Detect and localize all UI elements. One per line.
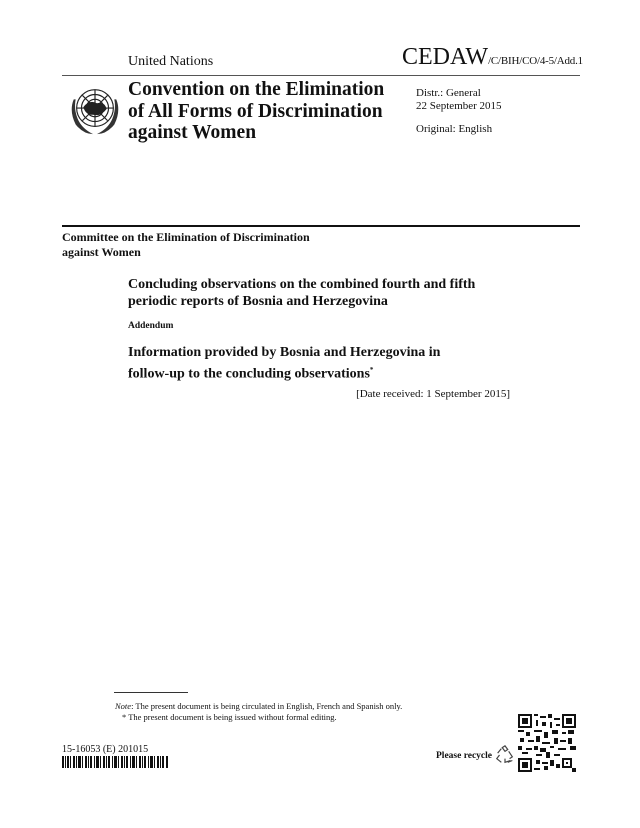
title-line: Concluding observations on the combined fourth and fifth — [128, 277, 476, 292]
document-title — [128, 277, 528, 310]
committee-line: Committee on the Elimination of Discrimination — [62, 230, 310, 244]
qr-code-icon — [518, 714, 576, 772]
un-emblem-icon — [66, 80, 124, 138]
note-label: Note — [115, 701, 132, 711]
header-divider — [62, 75, 580, 76]
addendum-label: Addendum — [128, 321, 174, 331]
symbol-suffix: /C/BIH/CO/4-5/Add.1 — [488, 55, 583, 67]
committee-line: against Women — [62, 245, 141, 259]
language-note — [115, 701, 402, 711]
document-symbol — [402, 44, 583, 71]
convention-title-line: Convention on the Elimination — [128, 79, 385, 100]
subtitle-line: follow-up to the concluding observations — [128, 366, 370, 382]
barcode-icon — [62, 756, 168, 768]
subtitle-line: Information provided by Bosnia and Herzegovina in — [128, 345, 441, 360]
original-language: Original: English — [416, 123, 493, 135]
title-line: periodic reports of Bosnia and Herzegovina — [128, 293, 388, 309]
issue-date: 22 September 2015 — [416, 100, 502, 112]
note-text: : The present document is being circulated in English, French and Spanish only. — [131, 701, 403, 711]
recycle-icon — [494, 744, 516, 766]
convention-title-line: of All Forms of Discrimination — [128, 100, 383, 122]
section-divider — [62, 225, 580, 227]
committee-name — [62, 230, 362, 260]
organization-name: United Nations — [128, 54, 214, 69]
distribution: Distr.: General — [416, 87, 481, 99]
editing-footnote: * The present document is being issued without formal editing. — [122, 712, 337, 722]
convention-title-line: against Women — [128, 122, 257, 143]
footnote-mark[interactable]: * — [369, 365, 374, 374]
recycle-label: Please recycle — [436, 751, 492, 761]
job-number: 15-16053 (E) 201015 — [62, 744, 149, 755]
date-received: [Date received: 1 September 2015] — [356, 388, 510, 400]
convention-title — [128, 79, 403, 144]
document-subtitle — [128, 345, 508, 383]
footnote-divider — [114, 692, 188, 693]
document-metadata — [416, 87, 502, 136]
symbol-main: CEDAW — [402, 44, 489, 70]
